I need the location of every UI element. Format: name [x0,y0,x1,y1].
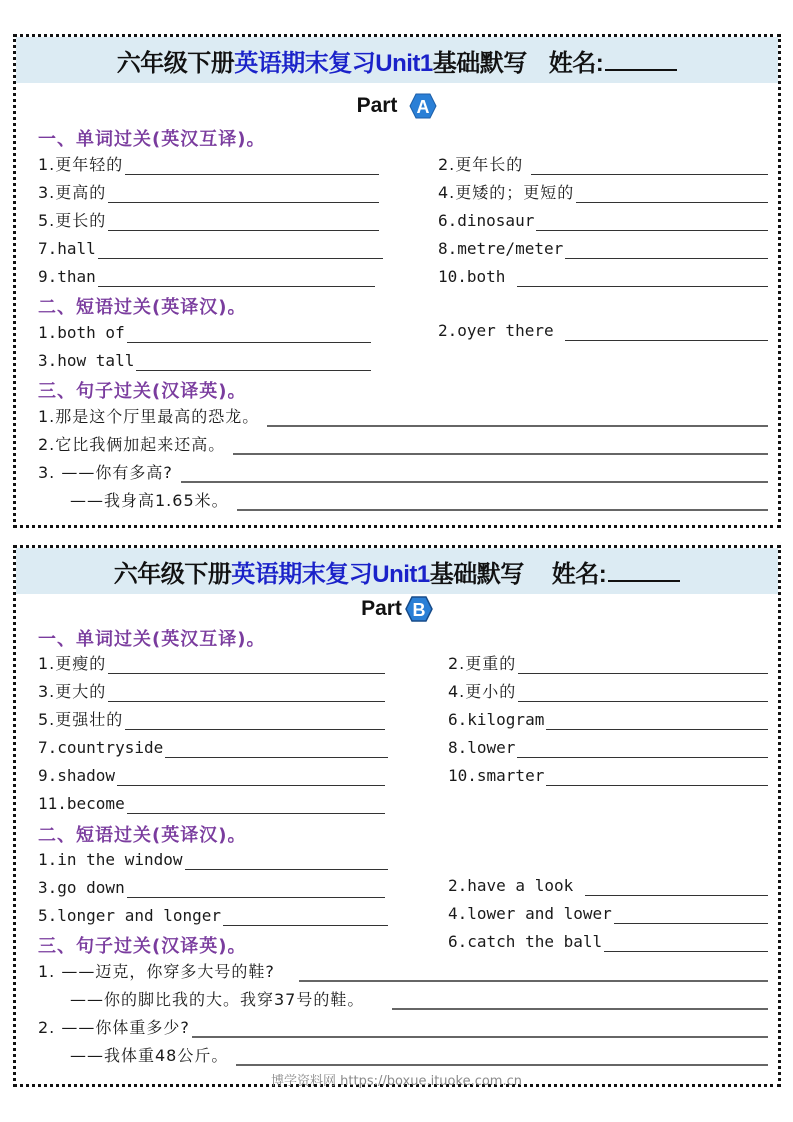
answer-line[interactable] [108,213,379,231]
answer-line[interactable] [546,712,768,730]
answer-line[interactable] [236,1048,768,1066]
vocab-item-6[interactable]: 6.dinosaur [438,209,768,231]
phrase-item-5[interactable]: 5.longer and longer [38,904,388,926]
title-prefix: 六年级下册 [113,560,232,588]
answer-line[interactable] [517,740,768,758]
answer-line[interactable] [604,934,768,952]
answer-line[interactable] [125,712,385,730]
vocab-item-6[interactable]: 6.kilogram [448,708,768,730]
part-heading [16,596,778,622]
answer-line[interactable] [531,157,768,175]
vocab-item-5[interactable]: 5.更长的 [38,209,379,231]
sentence-item-2-question[interactable]: 2. ——你体重多少? [38,1016,768,1038]
worksheet-part-a [13,34,781,528]
answer-line[interactable] [576,185,768,203]
vocab-item-8[interactable]: 8.metre/meter [438,237,768,259]
answer-line[interactable] [233,437,768,455]
vocab-item-3[interactable]: 3.更高的 [38,181,379,203]
answer-line[interactable] [117,768,385,786]
vocab-item-2[interactable]: 2.更年长的 [438,153,768,175]
vocab-item-10[interactable]: 10.smarter [448,764,768,786]
sentence-item-1-question[interactable]: 1. ——迈克，你穿多大号的鞋? [38,960,768,982]
sentence-item-3-question[interactable]: 3. ——你有多高? [38,461,768,483]
name-label: 姓名: [548,49,604,77]
hexagon-b-badge-icon [405,596,433,622]
answer-line[interactable] [165,740,388,758]
hexagon-a-badge-icon [409,93,437,119]
answer-line[interactable] [565,241,768,259]
answer-line[interactable] [536,213,768,231]
section-heading-sentences: 三、句子过关(汉译英)。 [38,936,247,957]
vocab-item-7[interactable]: 7.hall [38,237,383,259]
worksheet-part-b [13,545,781,1087]
answer-line[interactable] [585,878,768,896]
vocab-item-5[interactable]: 5.更强壮的 [38,708,385,730]
vocab-item-10[interactable]: 10.both [438,265,768,287]
answer-line[interactable] [127,796,385,814]
answer-line[interactable] [518,684,768,702]
answer-line[interactable] [565,323,768,341]
title-highlight: 英语期末复习Unit1 [234,49,433,77]
phrase-item-1[interactable]: 1.in the window [38,848,388,870]
answer-line[interactable] [127,325,371,343]
sentence-item-3-answer[interactable]: ——我身高1.65米。 [70,489,768,511]
phrase-item-2[interactable]: 2.have a look [448,874,768,896]
answer-line[interactable] [299,964,768,982]
answer-line[interactable] [98,269,375,287]
name-blank[interactable] [608,560,680,582]
vocab-item-2[interactable]: 2.更重的 [448,652,768,674]
answer-line[interactable] [223,908,388,926]
title-highlight: 英语期末复习Unit1 [231,560,430,588]
vocab-item-1[interactable]: 1.更年轻的 [38,153,379,175]
section-heading-phrases: 二、短语过关(英译汉)。 [38,297,247,318]
name-blank[interactable] [605,49,677,71]
vocab-item-9[interactable]: 9.shadow [38,764,385,786]
answer-line[interactable] [192,1020,768,1038]
phrase-item-1[interactable]: 1.both of [38,321,371,343]
sentence-item-2[interactable]: 2.它比我俩加起来还高。 [38,433,768,455]
phrase-item-3[interactable]: 3.how tall [38,349,371,371]
title-suffix: 基础默写 [429,560,524,588]
answer-line[interactable] [108,656,385,674]
part-heading [16,93,778,119]
answer-line[interactable] [181,465,768,483]
sentence-item-1-answer[interactable]: ——你的脚比我的大。我穿37号的鞋。 [70,988,768,1010]
title-prefix: 六年级下册 [116,49,235,77]
answer-line[interactable] [127,880,385,898]
answer-line[interactable] [125,157,379,175]
answer-line[interactable] [517,269,768,287]
section-heading-sentences: 三、句子过关(汉译英)。 [38,381,247,402]
answer-line[interactable] [267,409,768,427]
vocab-item-3[interactable]: 3.更大的 [38,680,385,702]
phrase-item-2[interactable]: 2.oyer there [438,319,768,341]
part-label: Part [356,94,398,117]
answer-line[interactable] [185,852,389,870]
section-heading-vocab: 一、单词过关(英汉互译)。 [38,129,266,150]
phrase-item-4[interactable]: 4.lower and lower [448,902,768,924]
name-label: 姓名: [551,560,607,588]
section-heading-phrases: 二、短语过关(英译汉)。 [38,825,247,846]
answer-line[interactable] [614,906,768,924]
answer-line[interactable] [98,241,383,259]
source-watermark: 博学资料网 https://boxue.ituoke.com.cn [271,1074,522,1089]
answer-line[interactable] [237,493,768,511]
worksheet-title [16,548,778,594]
vocab-item-7[interactable]: 7.countryside [38,736,388,758]
vocab-item-9[interactable]: 9.than [38,265,375,287]
vocab-item-8[interactable]: 8.lower [448,736,768,758]
phrase-item-3[interactable]: 3.go down [38,876,385,898]
phrase-item-6[interactable]: 6.catch the ball [448,930,768,952]
title-suffix: 基础默写 [432,49,527,77]
sentence-item-1[interactable]: 1.那是这个厅里最高的恐龙。 [38,405,768,427]
svg-text:A: A [416,97,430,117]
vocab-item-1[interactable]: 1.更瘦的 [38,652,385,674]
part-label: Part [361,597,402,620]
answer-line[interactable] [136,353,371,371]
answer-line[interactable] [392,992,768,1010]
vocab-item-4[interactable]: 4.更小的 [448,680,768,702]
answer-line[interactable] [108,684,385,702]
worksheet-title [16,37,778,83]
answer-line[interactable] [518,656,768,674]
vocab-item-11[interactable]: 11.become [38,792,385,814]
answer-line[interactable] [108,185,379,203]
vocab-item-4[interactable]: 4.更矮的；更短的 [438,181,768,203]
svg-text:B: B [412,600,426,620]
section-heading-vocab: 一、单词过关(英汉互译)。 [38,629,266,650]
answer-line[interactable] [546,768,768,786]
sentence-item-2-answer[interactable]: ——我体重48公斤。 [70,1044,768,1066]
